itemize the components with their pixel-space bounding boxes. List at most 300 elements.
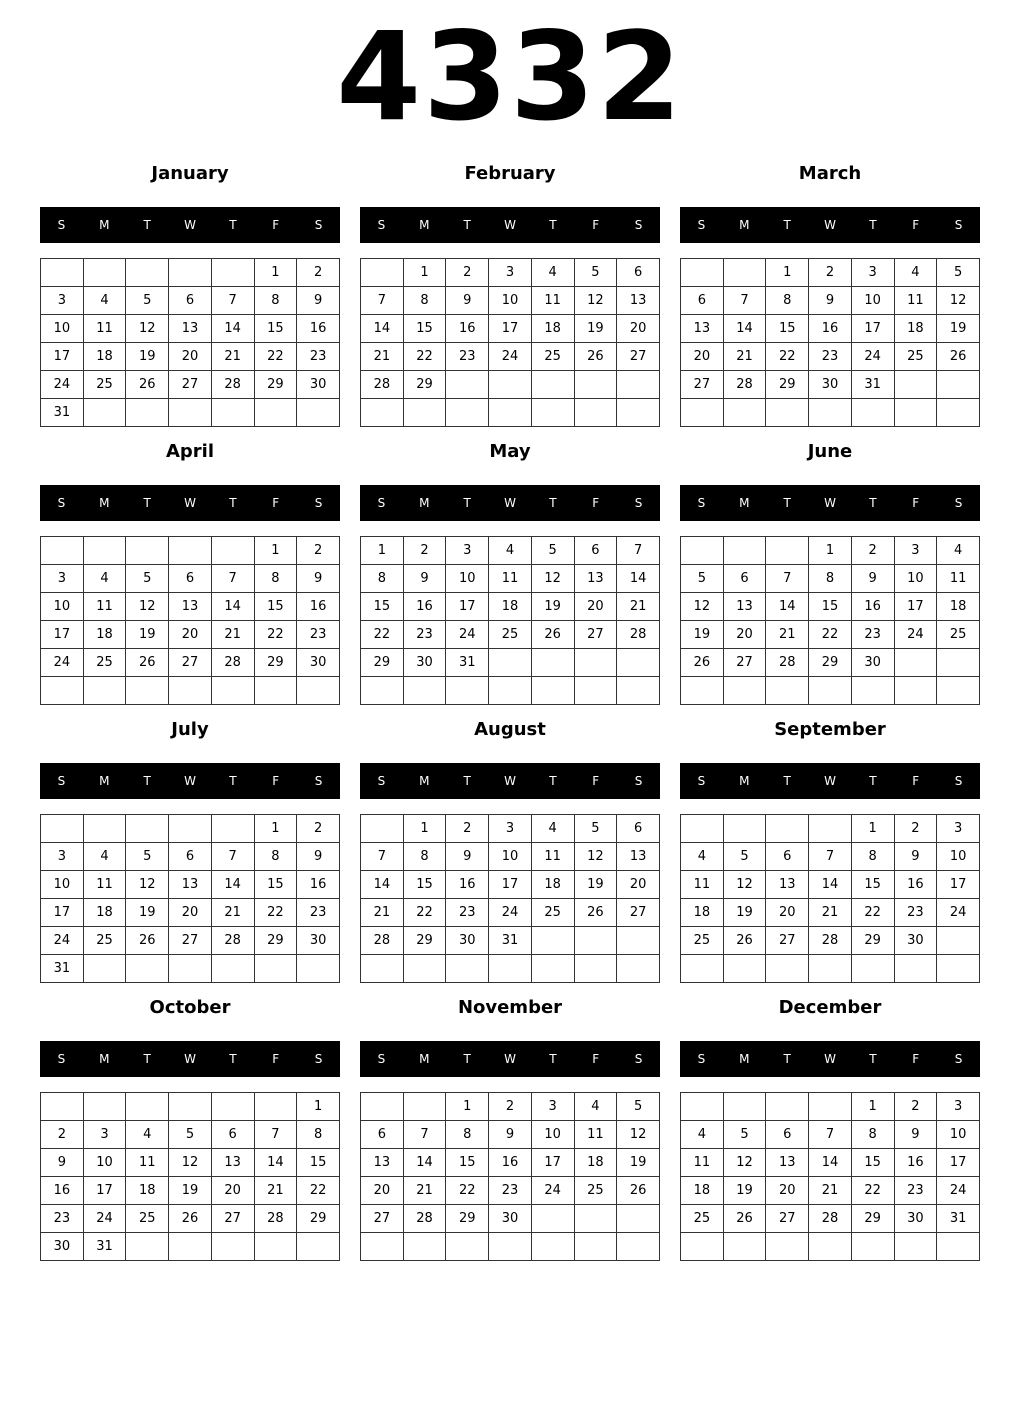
day-cell [766, 1093, 809, 1121]
day-cell [489, 371, 532, 399]
day-cell: 7 [809, 1121, 852, 1149]
day-cell [937, 649, 980, 677]
day-cell: 17 [41, 621, 84, 649]
day-cell: 11 [489, 565, 532, 593]
month-name: May [489, 441, 531, 462]
day-cell [531, 677, 574, 705]
day-cell: 26 [531, 621, 574, 649]
day-cell: 13 [361, 1149, 404, 1177]
day-cell [617, 1233, 660, 1261]
day-cell [361, 677, 404, 705]
day-cell: 15 [403, 315, 446, 343]
day-cell [574, 371, 617, 399]
day-cell: 1 [254, 537, 297, 565]
weekday-label: S [697, 496, 706, 510]
day-cell: 9 [41, 1149, 84, 1177]
day-grid [360, 814, 660, 983]
day-cell: 2 [297, 259, 340, 287]
day-cell: 10 [41, 315, 84, 343]
day-cell: 27 [617, 343, 660, 371]
day-cell [126, 677, 169, 705]
day-cell: 5 [617, 1093, 660, 1121]
day-cell: 6 [211, 1121, 254, 1149]
week-row [361, 1233, 660, 1261]
week-row [41, 649, 340, 677]
weekday-label: W [184, 774, 196, 788]
weekday-label: S [954, 218, 963, 232]
day-cell: 3 [446, 537, 489, 565]
day-cell [254, 1233, 297, 1261]
day-cell: 7 [361, 287, 404, 315]
day-cell [361, 1093, 404, 1121]
day-cell [41, 537, 84, 565]
day-cell: 14 [211, 871, 254, 899]
week-row [361, 1149, 660, 1177]
weekday-label: T [869, 218, 877, 232]
day-cell: 23 [894, 899, 937, 927]
day-cell: 16 [297, 315, 340, 343]
day-cell: 10 [489, 287, 532, 315]
day-cell: 21 [403, 1177, 446, 1205]
week-row [681, 1093, 980, 1121]
day-cell: 24 [894, 621, 937, 649]
day-cell: 31 [41, 399, 84, 427]
weekday-label: M [419, 496, 430, 510]
day-cell [574, 1205, 617, 1233]
day-cell: 17 [83, 1177, 126, 1205]
day-cell: 6 [361, 1121, 404, 1149]
weekday-header [680, 763, 980, 799]
day-cell: 12 [574, 287, 617, 315]
day-cell: 17 [41, 343, 84, 371]
week-row [681, 927, 980, 955]
weekday-label: M [419, 218, 430, 232]
week-row [361, 1121, 660, 1149]
day-cell: 28 [211, 649, 254, 677]
day-grid [680, 258, 980, 427]
day-cell [41, 677, 84, 705]
day-cell: 3 [851, 259, 894, 287]
day-cell: 9 [894, 1121, 937, 1149]
day-cell: 21 [723, 343, 766, 371]
day-cell: 12 [169, 1149, 212, 1177]
day-cell [83, 815, 126, 843]
week-row [41, 1205, 340, 1233]
day-cell: 28 [211, 371, 254, 399]
month-name: June [807, 441, 853, 462]
day-cell: 11 [83, 871, 126, 899]
day-cell [126, 815, 169, 843]
week-row [41, 1149, 340, 1177]
week-row [41, 343, 340, 371]
day-cell: 4 [83, 843, 126, 871]
weekday-label: S [954, 1052, 963, 1066]
week-row [681, 1121, 980, 1149]
day-cell [894, 955, 937, 983]
day-cell [531, 1205, 574, 1233]
day-cell: 24 [41, 371, 84, 399]
day-cell: 17 [851, 315, 894, 343]
week-row [41, 815, 340, 843]
weekday-label: T [229, 218, 237, 232]
day-cell: 1 [403, 815, 446, 843]
weekday-label: S [314, 496, 323, 510]
week-row [41, 1233, 340, 1261]
week-row [41, 315, 340, 343]
day-cell [211, 399, 254, 427]
day-cell: 27 [574, 621, 617, 649]
day-cell: 22 [446, 1177, 489, 1205]
day-cell: 10 [489, 843, 532, 871]
week-row [41, 259, 340, 287]
day-cell: 23 [851, 621, 894, 649]
weekday-label: F [592, 1052, 600, 1066]
day-cell: 14 [809, 871, 852, 899]
day-cell: 1 [297, 1093, 340, 1121]
day-cell: 19 [531, 593, 574, 621]
day-cell: 31 [41, 955, 84, 983]
month-name: April [165, 441, 215, 462]
day-cell: 1 [254, 259, 297, 287]
day-cell: 16 [297, 871, 340, 899]
week-row [361, 649, 660, 677]
day-cell: 29 [403, 371, 446, 399]
day-cell: 19 [617, 1149, 660, 1177]
day-cell: 25 [681, 927, 724, 955]
day-cell: 25 [489, 621, 532, 649]
week-row [361, 565, 660, 593]
day-cell: 28 [361, 927, 404, 955]
weekday-label: T [783, 218, 791, 232]
day-cell [403, 1233, 446, 1261]
day-cell: 2 [446, 815, 489, 843]
day-cell: 8 [809, 565, 852, 593]
day-cell: 3 [894, 537, 937, 565]
day-cell: 29 [361, 649, 404, 677]
day-cell: 18 [574, 1149, 617, 1177]
day-cell: 7 [766, 565, 809, 593]
day-cell: 13 [617, 843, 660, 871]
day-cell: 16 [446, 871, 489, 899]
day-cell: 24 [446, 621, 489, 649]
day-cell: 27 [211, 1205, 254, 1233]
day-cell: 6 [169, 565, 212, 593]
day-cell: 12 [126, 871, 169, 899]
day-cell: 4 [83, 287, 126, 315]
day-cell: 30 [851, 649, 894, 677]
weekday-label: T [783, 1052, 791, 1066]
day-cell [617, 1205, 660, 1233]
day-cell: 29 [297, 1205, 340, 1233]
day-cell: 31 [851, 371, 894, 399]
weekday-label: M [739, 218, 750, 232]
day-cell: 27 [766, 927, 809, 955]
day-cell [297, 677, 340, 705]
day-cell: 23 [297, 621, 340, 649]
week-row [41, 1121, 340, 1149]
day-cell: 28 [211, 927, 254, 955]
day-cell: 17 [937, 1149, 980, 1177]
week-row [361, 399, 660, 427]
day-cell: 23 [894, 1177, 937, 1205]
week-row [681, 1205, 980, 1233]
day-cell: 16 [894, 1149, 937, 1177]
day-cell: 2 [894, 1093, 937, 1121]
day-cell: 14 [211, 593, 254, 621]
day-cell: 9 [297, 565, 340, 593]
day-grid [360, 536, 660, 705]
day-cell: 16 [489, 1149, 532, 1177]
day-cell: 9 [851, 565, 894, 593]
day-cell: 29 [809, 649, 852, 677]
day-cell: 2 [446, 259, 489, 287]
day-cell: 30 [894, 1205, 937, 1233]
day-cell: 10 [41, 593, 84, 621]
day-cell [723, 677, 766, 705]
day-cell: 10 [41, 871, 84, 899]
weekday-header [360, 485, 660, 521]
day-cell [723, 537, 766, 565]
day-cell: 2 [297, 537, 340, 565]
week-row [681, 815, 980, 843]
day-cell: 30 [403, 649, 446, 677]
day-cell [83, 1093, 126, 1121]
day-cell: 15 [254, 871, 297, 899]
day-cell: 18 [489, 593, 532, 621]
day-cell: 29 [851, 1205, 894, 1233]
month-name: December [778, 997, 882, 1018]
day-cell [41, 259, 84, 287]
day-cell: 19 [574, 315, 617, 343]
day-cell: 23 [446, 899, 489, 927]
day-cell: 5 [126, 843, 169, 871]
day-cell: 8 [254, 287, 297, 315]
day-cell [211, 537, 254, 565]
day-cell: 21 [809, 1177, 852, 1205]
day-cell: 9 [894, 843, 937, 871]
day-cell: 25 [126, 1205, 169, 1233]
day-cell: 21 [211, 621, 254, 649]
week-row [361, 899, 660, 927]
day-cell: 9 [403, 565, 446, 593]
day-cell: 13 [617, 287, 660, 315]
day-cell: 11 [681, 871, 724, 899]
day-cell: 6 [766, 1121, 809, 1149]
day-cell [766, 677, 809, 705]
day-cell [361, 259, 404, 287]
day-cell: 3 [937, 815, 980, 843]
week-row [681, 259, 980, 287]
day-cell: 19 [126, 899, 169, 927]
week-row [361, 621, 660, 649]
day-cell: 13 [169, 871, 212, 899]
weekday-label: F [912, 218, 920, 232]
weekday-label: T [869, 1052, 877, 1066]
week-row [681, 593, 980, 621]
day-cell: 7 [723, 287, 766, 315]
day-cell: 3 [41, 287, 84, 315]
day-cell: 3 [83, 1121, 126, 1149]
day-cell: 26 [126, 649, 169, 677]
day-cell: 12 [681, 593, 724, 621]
day-cell: 29 [851, 927, 894, 955]
day-cell [361, 399, 404, 427]
weekday-label: T [549, 1052, 557, 1066]
day-cell [83, 259, 126, 287]
weekday-header [360, 207, 660, 243]
weekday-label: M [739, 774, 750, 788]
day-cell: 20 [766, 1177, 809, 1205]
day-cell: 23 [297, 899, 340, 927]
day-cell [297, 399, 340, 427]
weekday-label: S [377, 496, 386, 510]
day-cell: 29 [766, 371, 809, 399]
day-cell: 25 [574, 1177, 617, 1205]
day-cell [531, 371, 574, 399]
day-cell: 8 [766, 287, 809, 315]
weekday-label: W [824, 218, 836, 232]
day-grid [680, 536, 980, 705]
day-cell: 23 [489, 1177, 532, 1205]
day-cell [617, 955, 660, 983]
day-cell: 15 [254, 315, 297, 343]
day-cell: 4 [894, 259, 937, 287]
week-row [41, 843, 340, 871]
day-cell: 3 [41, 843, 84, 871]
day-cell: 12 [937, 287, 980, 315]
day-cell: 4 [489, 537, 532, 565]
day-cell: 28 [723, 371, 766, 399]
day-cell: 8 [403, 843, 446, 871]
day-cell [681, 537, 724, 565]
weekday-header [40, 207, 340, 243]
day-cell: 22 [254, 621, 297, 649]
day-cell: 31 [446, 649, 489, 677]
week-row [361, 343, 660, 371]
day-cell: 1 [254, 815, 297, 843]
day-cell: 26 [574, 343, 617, 371]
week-row [41, 371, 340, 399]
weekday-header [40, 1041, 340, 1077]
day-cell: 3 [937, 1093, 980, 1121]
day-cell: 12 [574, 843, 617, 871]
day-cell: 30 [489, 1205, 532, 1233]
weekday-label: T [783, 774, 791, 788]
day-cell: 26 [723, 927, 766, 955]
day-cell: 22 [361, 621, 404, 649]
week-row [361, 593, 660, 621]
week-row [361, 677, 660, 705]
day-cell: 4 [681, 1121, 724, 1149]
day-cell: 27 [361, 1205, 404, 1233]
day-cell: 16 [403, 593, 446, 621]
weekday-label: S [314, 218, 323, 232]
weekday-label: F [272, 774, 280, 788]
day-cell [574, 955, 617, 983]
day-cell [446, 677, 489, 705]
day-cell: 31 [489, 927, 532, 955]
week-row [681, 315, 980, 343]
weekday-header [360, 1041, 660, 1077]
day-cell: 21 [254, 1177, 297, 1205]
weekday-label: T [229, 496, 237, 510]
day-cell [809, 399, 852, 427]
day-cell: 15 [446, 1149, 489, 1177]
day-cell: 10 [83, 1149, 126, 1177]
weekday-label: S [314, 1052, 323, 1066]
day-cell: 16 [894, 871, 937, 899]
day-cell: 26 [937, 343, 980, 371]
day-cell [894, 399, 937, 427]
day-cell [489, 649, 532, 677]
day-cell [126, 1093, 169, 1121]
day-cell [489, 1233, 532, 1261]
week-row [41, 287, 340, 315]
day-cell: 21 [617, 593, 660, 621]
day-cell [937, 1233, 980, 1261]
day-cell: 5 [126, 287, 169, 315]
day-cell: 12 [617, 1121, 660, 1149]
weekday-label: M [99, 774, 110, 788]
weekday-label: S [697, 218, 706, 232]
day-cell: 13 [211, 1149, 254, 1177]
month-name: January [151, 163, 229, 184]
day-cell: 19 [723, 899, 766, 927]
week-row [361, 537, 660, 565]
weekday-label: S [377, 218, 386, 232]
day-cell: 5 [574, 259, 617, 287]
day-grid [360, 258, 660, 427]
day-cell: 8 [361, 565, 404, 593]
day-cell: 6 [723, 565, 766, 593]
day-cell: 15 [403, 871, 446, 899]
day-cell: 15 [361, 593, 404, 621]
day-cell: 18 [126, 1177, 169, 1205]
week-row [361, 1177, 660, 1205]
weekday-label: T [783, 496, 791, 510]
day-cell: 23 [403, 621, 446, 649]
month-name: September [774, 719, 886, 740]
weekday-header [40, 763, 340, 799]
day-cell [617, 371, 660, 399]
week-row [361, 1205, 660, 1233]
day-cell: 1 [851, 1093, 894, 1121]
day-cell: 7 [617, 537, 660, 565]
day-cell: 2 [41, 1121, 84, 1149]
day-cell [126, 259, 169, 287]
week-row [41, 1177, 340, 1205]
day-cell: 17 [446, 593, 489, 621]
day-cell: 17 [489, 315, 532, 343]
month-name: November [457, 997, 563, 1018]
day-cell [937, 371, 980, 399]
day-cell: 13 [766, 1149, 809, 1177]
day-cell: 15 [851, 871, 894, 899]
day-cell [809, 1233, 852, 1261]
day-cell: 26 [681, 649, 724, 677]
day-cell [211, 815, 254, 843]
day-cell: 14 [809, 1149, 852, 1177]
day-cell: 27 [766, 1205, 809, 1233]
weekday-label: S [634, 218, 643, 232]
week-row [361, 815, 660, 843]
day-cell: 13 [681, 315, 724, 343]
day-cell [617, 927, 660, 955]
day-cell: 4 [681, 843, 724, 871]
day-cell [211, 259, 254, 287]
day-cell [894, 649, 937, 677]
day-cell: 16 [446, 315, 489, 343]
